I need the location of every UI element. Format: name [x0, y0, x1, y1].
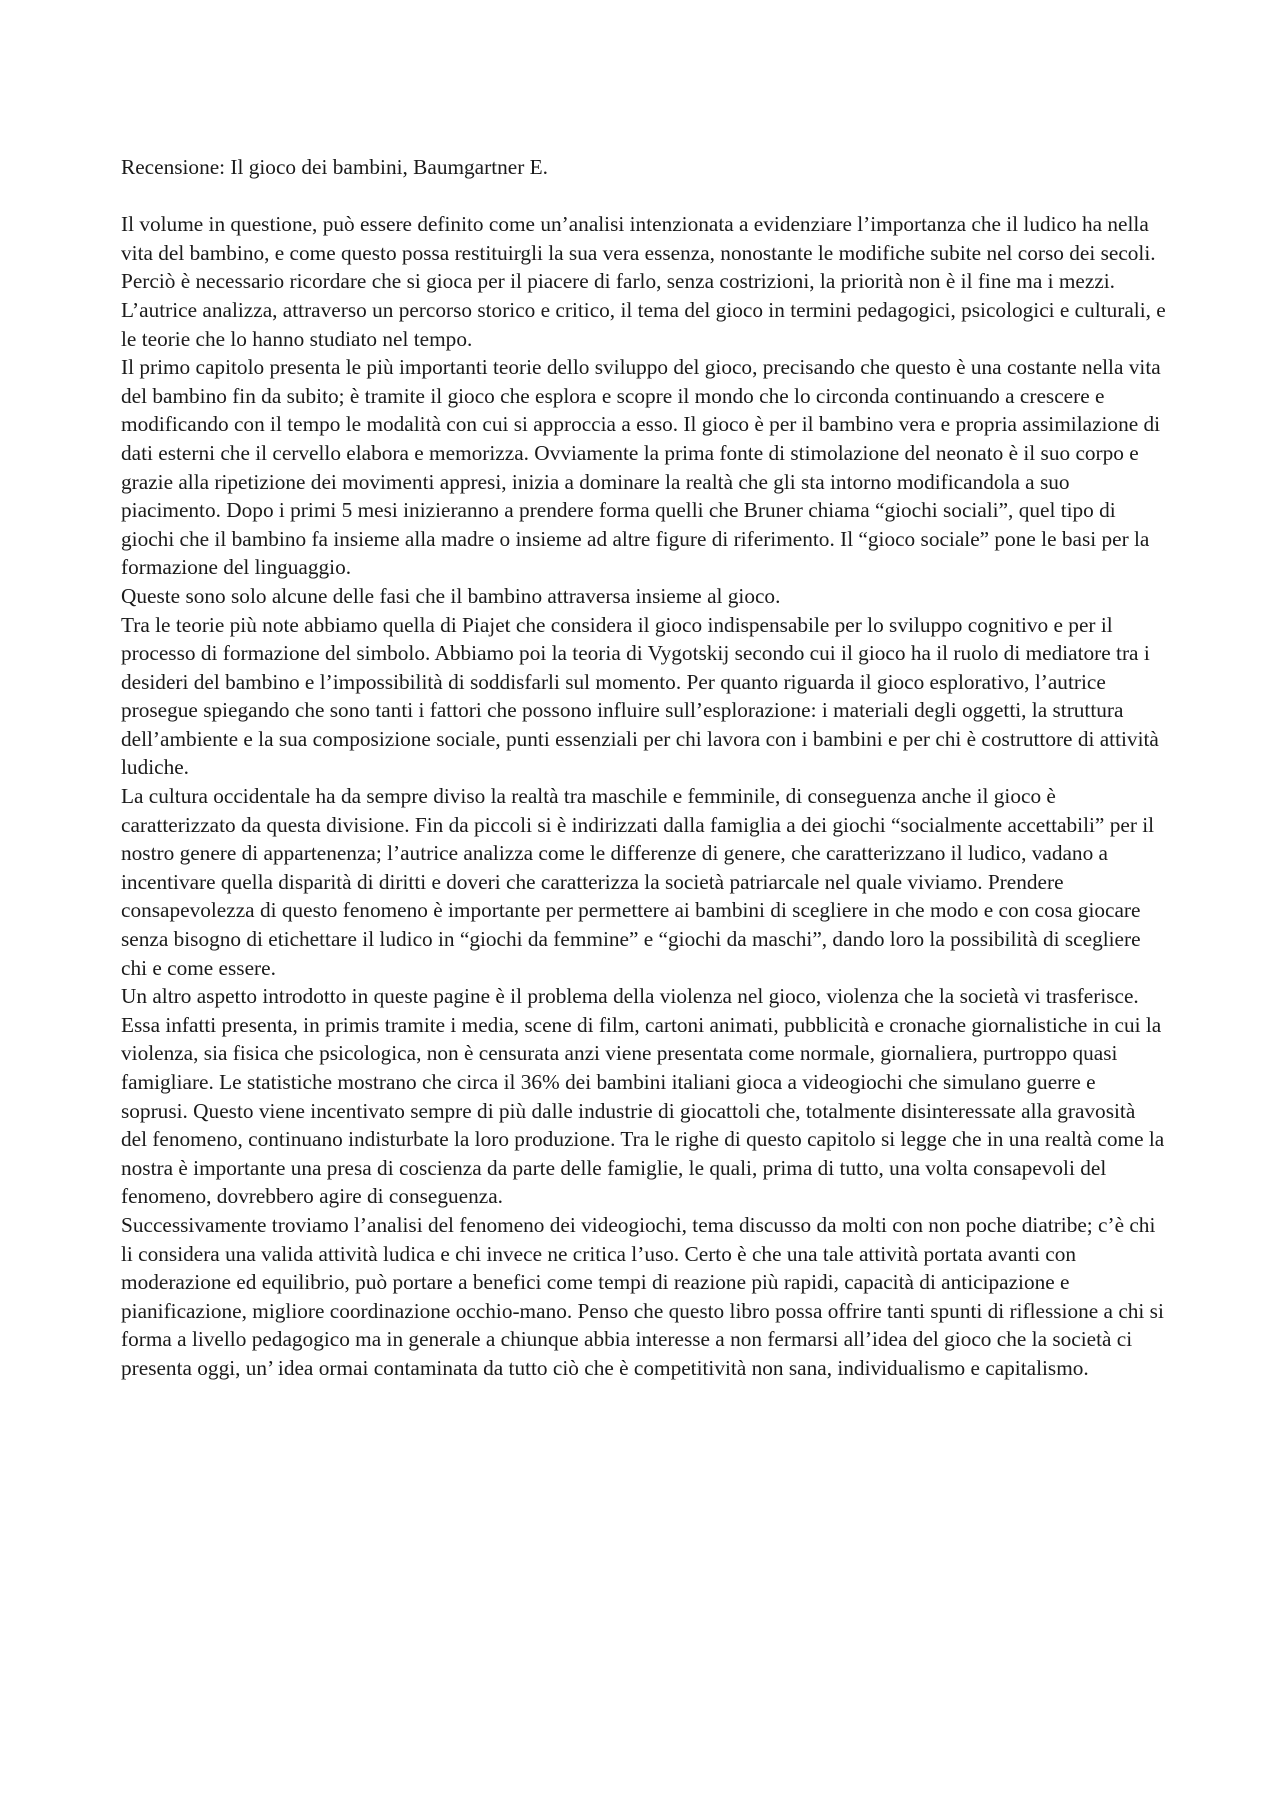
paragraph-gender: La cultura occidentale ha da sempre diviso la realtà tra maschile e femminile, di conseguenza anche il gioco è caratterizzato da questa divisione. Fin da piccoli si è indirizzati dalla famiglia a dei giochi “socialmente accettabili” per il nostro genere di appartenenza; l’autrice analizza come le differenze di genere, che caratterizzano il ludico, vadano a incentivare quella disparità di diritti e doveri che caratterizza la società patriarcale nel quale viviamo. Prendere consapevolezza di questo fenomeno è importante per permettere ai bambini di scegliere in che modo e con cosa giocare senza bisogno di etichettare il ludico in “giochi da femmine” e “giochi da maschi”, dando loro la possibilità di scegliere chi e come essere.: [121, 784, 1155, 980]
paragraph-videogames: Successivamente troviamo l’analisi del fenomeno dei videogiochi, tema discusso da molti con non poche diatribe; c’è chi li considera una valida attività ludica e chi invece ne critica l’uso. Certo è che una tale attività portata avanti con moderazione ed equilibrio, può portare a benefici come tempi di reazione più rapidi, capacità di anticipazione e pianificazione, migliore coordinazione occhio-mano. Penso che questo libro possa offrire tanti spunti di riflessione a chi si forma a livello pedagogico ma in generale a chiunque abbia interesse a non fermarsi all’idea del gioco che la società ci presenta oggi, un’ idea ormai contaminata da tutto ciò che è competitività non sana, individualismo e capitalismo.: [121, 1212, 1164, 1380]
paragraph-theories: Tra le teorie più note abbiamo quella di Piajet che considera il gioco indispensabile per lo sviluppo cognitivo e per il processo di formazione del simbolo. Abbiamo poi la teoria di Vygotskij secondo cui il gioco ha il ruolo di mediatore tra i desideri del bambino e l’impossibilità di soddisfarli sul momento. Per quanto riguarda il gioco esplorativo, l’autrice prosegue spiegando che sono tanti i fattori che possono influire sull’esplorazione: i materiali degli oggetti, la struttura dell’ambiente e la sua composizione sociale, punti essenziali per chi lavora con i bambini e per chi è costruttore di attività ludiche.: [121, 612, 1159, 780]
document-title: Recensione: Il gioco dei bambini, Baumgartner E.: [121, 155, 548, 179]
document-body: [121, 153, 1166, 1383]
paragraph-violence: Un altro aspetto introdotto in queste pagine è il problema della violenza nel gioco, violenza che la società vi trasferisce. Essa infatti presenta, in primis tramite i media, scene di film, cartoni animati, pubblicità e cronache giornalistiche in cui la violenza, sia fisica che psicologica, non è censurata anzi viene presentata come normale, giornaliera, purtroppo quasi famigliare. Le statistiche mostrano che circa il 36% dei bambini italiani gioca a videogiochi che simulano guerre e soprusi. Questo viene incentivato sempre di più dalle industrie di giocattoli che, totalmente disinteressate alla gravosità del fenomeno, continuano indisturbate la loro produzione. Tra le righe di questo capitolo si legge che in una realtà come la nostra è importante una presa di coscienza da parte delle famiglie, le quali, prima di tutto, una volta consapevoli del fenomeno, dovrebbero agire di conseguenza.: [121, 984, 1165, 1209]
paragraph-first-chapter: Il primo capitolo presenta le più importanti teorie dello sviluppo del gioco, precisando che questo è una costante nella vita del bambino fin da subito; è tramite il gioco che esplora e scopre il mondo che lo circonda continuando a crescere e modificando con il tempo le modalità con cui si approccia a esso. Il gioco è per il bambino vera e propria assimilazione di dati esterni che il cervello elabora e memorizza. Ovviamente la prima fonte di stimolazione del neonato è il suo corpo e grazie alla ripetizione dei movimenti appresi, inizia a dominare la realtà che gli sta intorno modificandola a suo piacimento. Dopo i primi 5 mesi inizieranno a prendere forma quelli che Bruner chiama “giochi sociali”, quel tipo di giochi che il bambino fa insieme alla madre o insieme ad altre figure di riferimento. Il “gioco sociale” pone le basi per la formazione del linguaggio.: [121, 355, 1161, 580]
paragraph-intro: Il volume in questione, può essere definito come un’analisi intenzionata a evidenziare l’importanza che il ludico ha nella vita del bambino, e come questo possa restituirgli la sua vera essenza, nonostante le modifiche subite nel corso dei secoli. Perciò è necessario ricordare che si gioca per il piacere di farlo, senza costrizioni, la priorità non è il fine ma i mezzi. L’autrice analizza, attraverso un percorso storico e critico, il tema del gioco in termini pedagogici, psicologici e culturali, e le teorie che lo hanno studiato nel tempo.: [121, 212, 1166, 351]
paragraph-phases: Queste sono solo alcune delle fasi che il bambino attraversa insieme al gioco.: [121, 583, 781, 608]
